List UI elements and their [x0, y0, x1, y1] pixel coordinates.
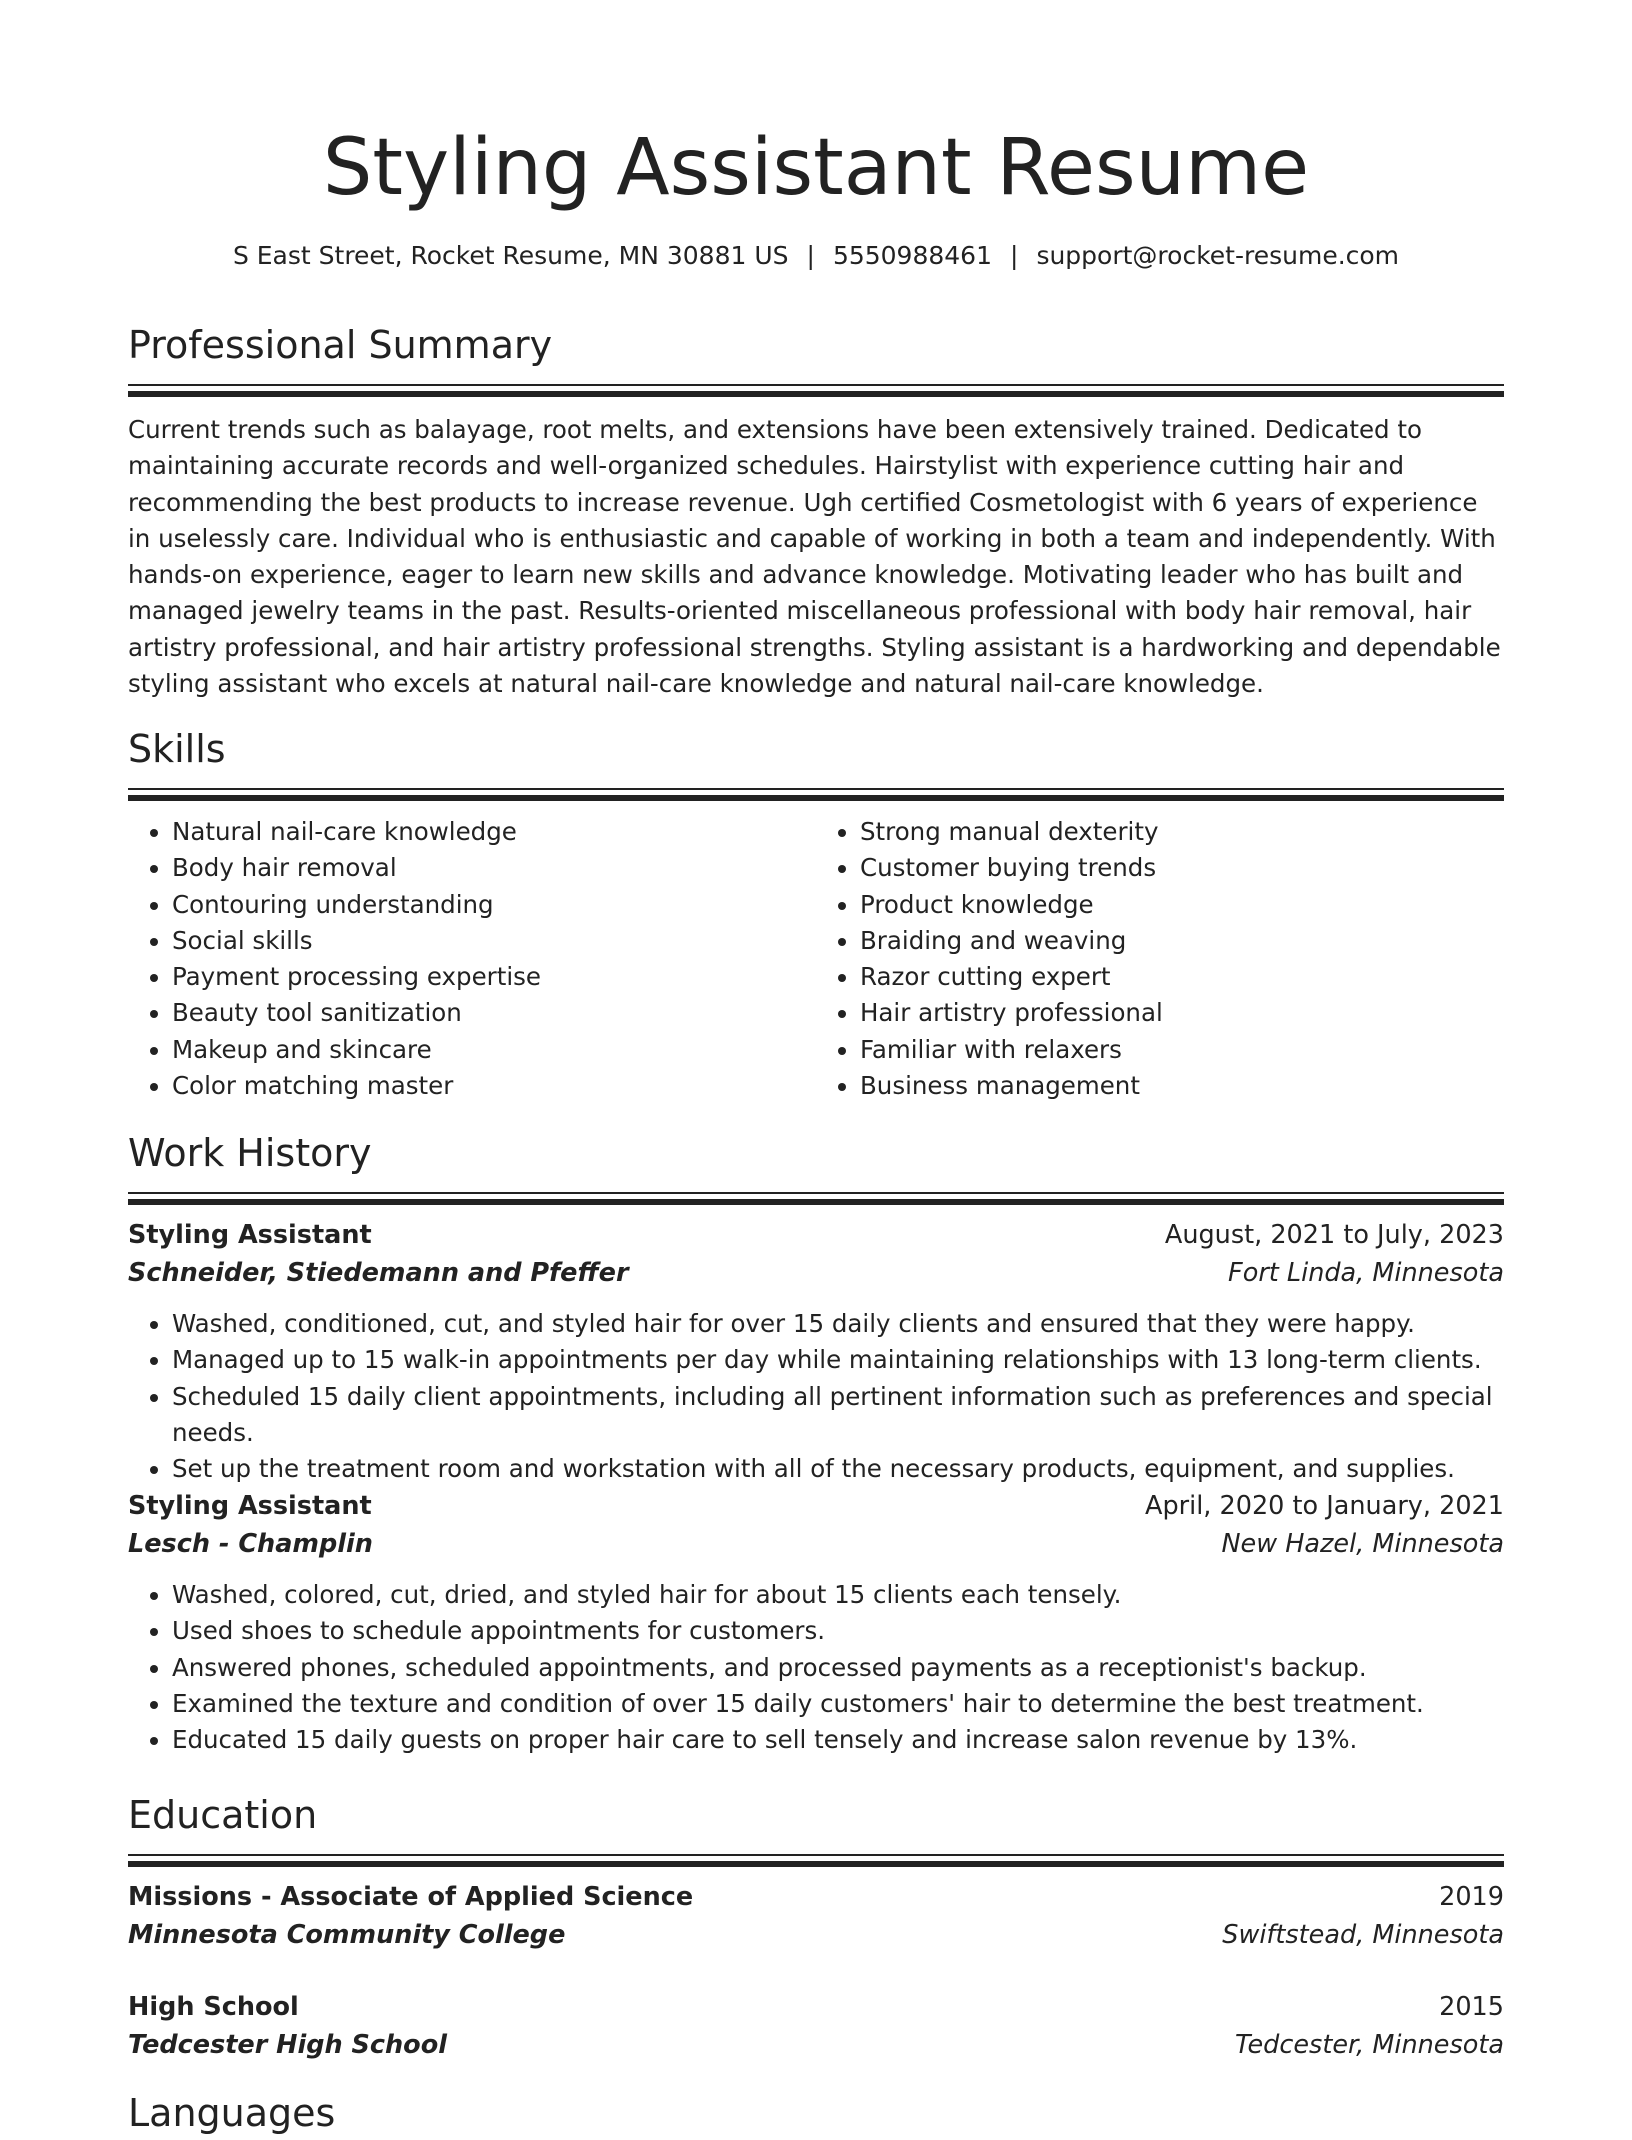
job-bullet: • Educated 15 daily guests on proper hair care to sell tensely and increase salon revenue by 13%.: [172, 1722, 1504, 1758]
contact-separator: |: [1010, 241, 1019, 270]
contact-separator: |: [806, 241, 815, 270]
job-entry: [128, 1487, 1504, 1758]
skill-item: • Braiding and weaving: [860, 923, 1504, 959]
job-location: New Hazel, Minnesota: [1221, 1529, 1504, 1559]
education-entry: [128, 1878, 1504, 1954]
job-bullet: • Answered phones, scheduled appointments, and processed payments as a receptionist's backup.: [172, 1650, 1504, 1686]
skills-columns: [128, 814, 1504, 1104]
job-bullet: • Washed, conditioned, cut, and styled hair for over 15 daily clients and ensured that they were happy.: [172, 1306, 1504, 1342]
education-year: 2015: [1439, 1992, 1504, 2022]
job-company: Lesch - Champlin: [128, 1529, 373, 1559]
education-section: [128, 1788, 1504, 1866]
job-dates: August, 2021 to July, 2023: [1164, 1220, 1504, 1250]
resume-title: Styling Assistant Resume: [322, 123, 1310, 213]
skill-item: • Makeup and skincare: [172, 1032, 816, 1068]
skill-item: • Product knowledge: [860, 887, 1504, 923]
contact-email: support@rocket-resume.com: [1036, 241, 1400, 270]
skills-list-right: [816, 814, 1504, 1104]
skill-item: • Social skills: [172, 923, 816, 959]
skill-item: • Business management: [860, 1068, 1504, 1104]
job-bullet: • Washed, colored, cut, dried, and styled hair for about 15 clients each tensely.: [172, 1577, 1504, 1613]
education-school: Tedcester High School: [128, 2030, 447, 2060]
skill-item: • Strong manual dexterity: [860, 814, 1504, 850]
skill-item: • Body hair removal: [172, 850, 816, 886]
contact-address: S East Street, Rocket Resume, MN 30881 US: [232, 241, 789, 270]
skill-item: • Beauty tool sanitization: [172, 995, 816, 1031]
job-title: Styling Assistant: [128, 1491, 372, 1521]
education-location: Swiftstead, Minnesota: [1222, 1920, 1504, 1950]
contact-line: [128, 236, 1504, 276]
job-location: Fort Linda, Minnesota: [1228, 1258, 1504, 1288]
job-bullet: • Managed up to 15 walk-in appointments per day while maintaining relationships with 13 long-term clients.: [172, 1342, 1504, 1378]
section-divider: [128, 384, 1504, 396]
contact-phone: 5550988461: [832, 241, 992, 270]
skills-section: [128, 722, 1504, 1104]
summary-heading: Professional Summary: [128, 323, 553, 367]
work-section: [128, 1126, 1504, 1204]
education-location: Tedcester, Minnesota: [1235, 2030, 1504, 2060]
skill-item: • Color matching master: [172, 1068, 816, 1104]
skill-item: • Razor cutting expert: [860, 959, 1504, 995]
languages-section: [128, 2086, 1504, 2140]
job-bullet: • Scheduled 15 daily client appointments, including all pertinent information such as preferences and special needs.: [172, 1379, 1504, 1452]
summary-text: Current trends such as balayage, root melts, and extensions have been extensively trained. Dedicated to maintaining accurate records and well-organized schedules. Hairstylist with experience cutting hair and recommending the best products to increase revenue. Ugh certified Cosmetologist with 6 years of experience in uselessly care. Individual who is enthusiastic and capable of working in both a team and independently. With hands-on experience, eager to learn new skills and advance knowledge. Motivating leader who has built and managed jewelry teams in the past. Results-oriented miscellaneous professional with body hair removal, hair artistry professional, and hair artistry professional strengths. Styling assistant is a hardworking and dependable styling assistant who excels at natural nail-care knowledge and natural nail-care knowledge.: [128, 415, 1501, 699]
section-divider: [128, 1192, 1504, 1204]
job-bullet: • Set up the treatment room and workstation with all of the necessary products, equipment, and supplies.: [172, 1451, 1504, 1487]
skill-item: • Contouring understanding: [172, 887, 816, 923]
job-company: Schneider, Stiedemann and Pfeffer: [128, 1258, 629, 1288]
languages-heading: Languages: [128, 2091, 336, 2135]
job-dates: April, 2020 to January, 2021: [1145, 1491, 1504, 1521]
section-divider: [128, 1854, 1504, 1866]
job-bullets: [128, 1306, 1504, 1487]
job-bullets: [128, 1577, 1504, 1758]
education-year: 2019: [1439, 1882, 1504, 1912]
skill-item: • Payment processing expertise: [172, 959, 816, 995]
job-title: Styling Assistant: [128, 1220, 372, 1250]
work-heading: Work History: [128, 1131, 372, 1175]
section-divider: [128, 788, 1504, 800]
skills-list-left: [128, 814, 816, 1104]
education-degree: High School: [128, 1992, 299, 2022]
education-school: Minnesota Community College: [128, 1920, 566, 1950]
education-heading: Education: [128, 1793, 318, 1837]
job-bullet: • Used shoes to schedule appointments for customers.: [172, 1613, 1504, 1649]
education-degree: Missions - Associate of Applied Science: [128, 1882, 694, 1912]
summary-section: [128, 318, 1504, 702]
education-entry: [128, 1988, 1504, 2064]
job-entry: [128, 1216, 1504, 1487]
skill-item: • Hair artistry professional: [860, 995, 1504, 1031]
skill-item: • Customer buying trends: [860, 850, 1504, 886]
skill-item: • Familiar with relaxers: [860, 1032, 1504, 1068]
skill-item: • Natural nail-care knowledge: [172, 814, 816, 850]
job-bullet: • Examined the texture and condition of over 15 daily customers' hair to determine the best treatment.: [172, 1686, 1504, 1722]
skills-heading: Skills: [128, 727, 226, 771]
